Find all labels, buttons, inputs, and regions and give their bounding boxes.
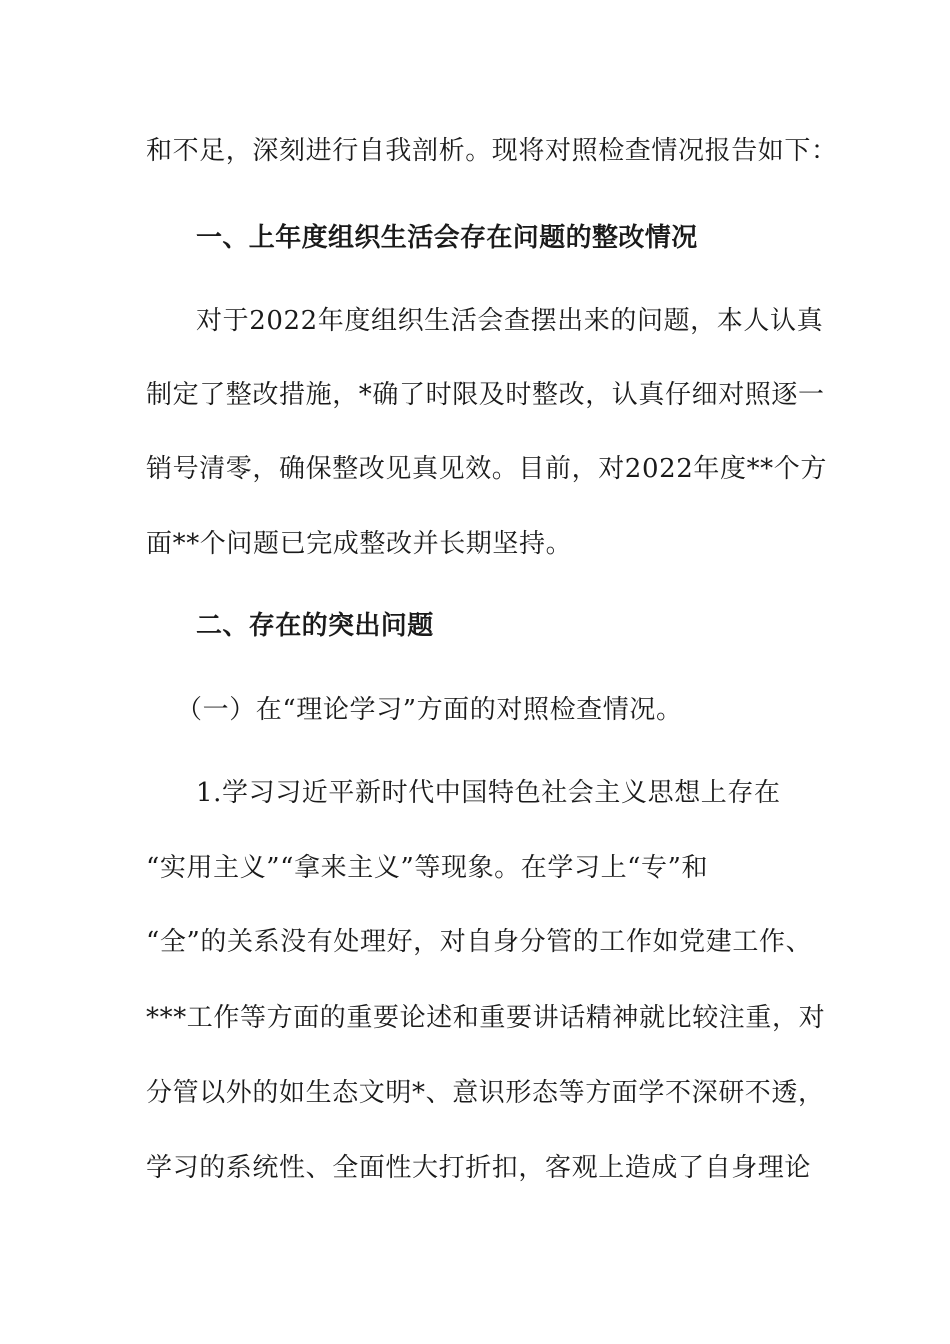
paragraph-line: ***工作等方面的重要论述和重要讲话精神就比较注重，对 — [146, 1003, 826, 1033]
section-heading-1: 一、上年度组织生活会存在问题的整改情况 — [196, 223, 698, 253]
paragraph-line: 销号清零，确保整改见真见效。目前，对2022年度**个方 — [146, 454, 827, 484]
paragraph-line: “全”的关系没有处理好，对自身分管的工作如党建工作、 — [146, 927, 813, 957]
paragraph-line: “实用主义”“拿来主义”等现象。在学习上“专”和 — [146, 853, 709, 883]
paragraph-line: 和不足，深刻进行自我剖析。现将对照检查情况报告如下： — [146, 136, 838, 166]
paragraph-line: 面**个问题已完成整改并长期坚持。 — [146, 529, 573, 559]
paragraph-line: 学习的系统性、全面性大打折扣，客观上造成了自身理论 — [146, 1153, 812, 1183]
subsection-heading: （一）在“理论学习”方面的对照检查情况。 — [176, 695, 683, 725]
paragraph-line: 分管以外的如生态文明*、意识形态等方面学不深研不透， — [146, 1078, 825, 1108]
paragraph-line: 对于2022年度组织生活会查摆出来的问题，本人认真 — [196, 306, 824, 336]
section-heading-2: 二、存在的突出问题 — [196, 611, 434, 641]
paragraph-line: 1.学习习近平新时代中国特色社会主义思想上存在 — [196, 778, 781, 808]
paragraph-line: 制定了整改措施，*确了时限及时整改，认真仔细对照逐一 — [146, 380, 825, 410]
